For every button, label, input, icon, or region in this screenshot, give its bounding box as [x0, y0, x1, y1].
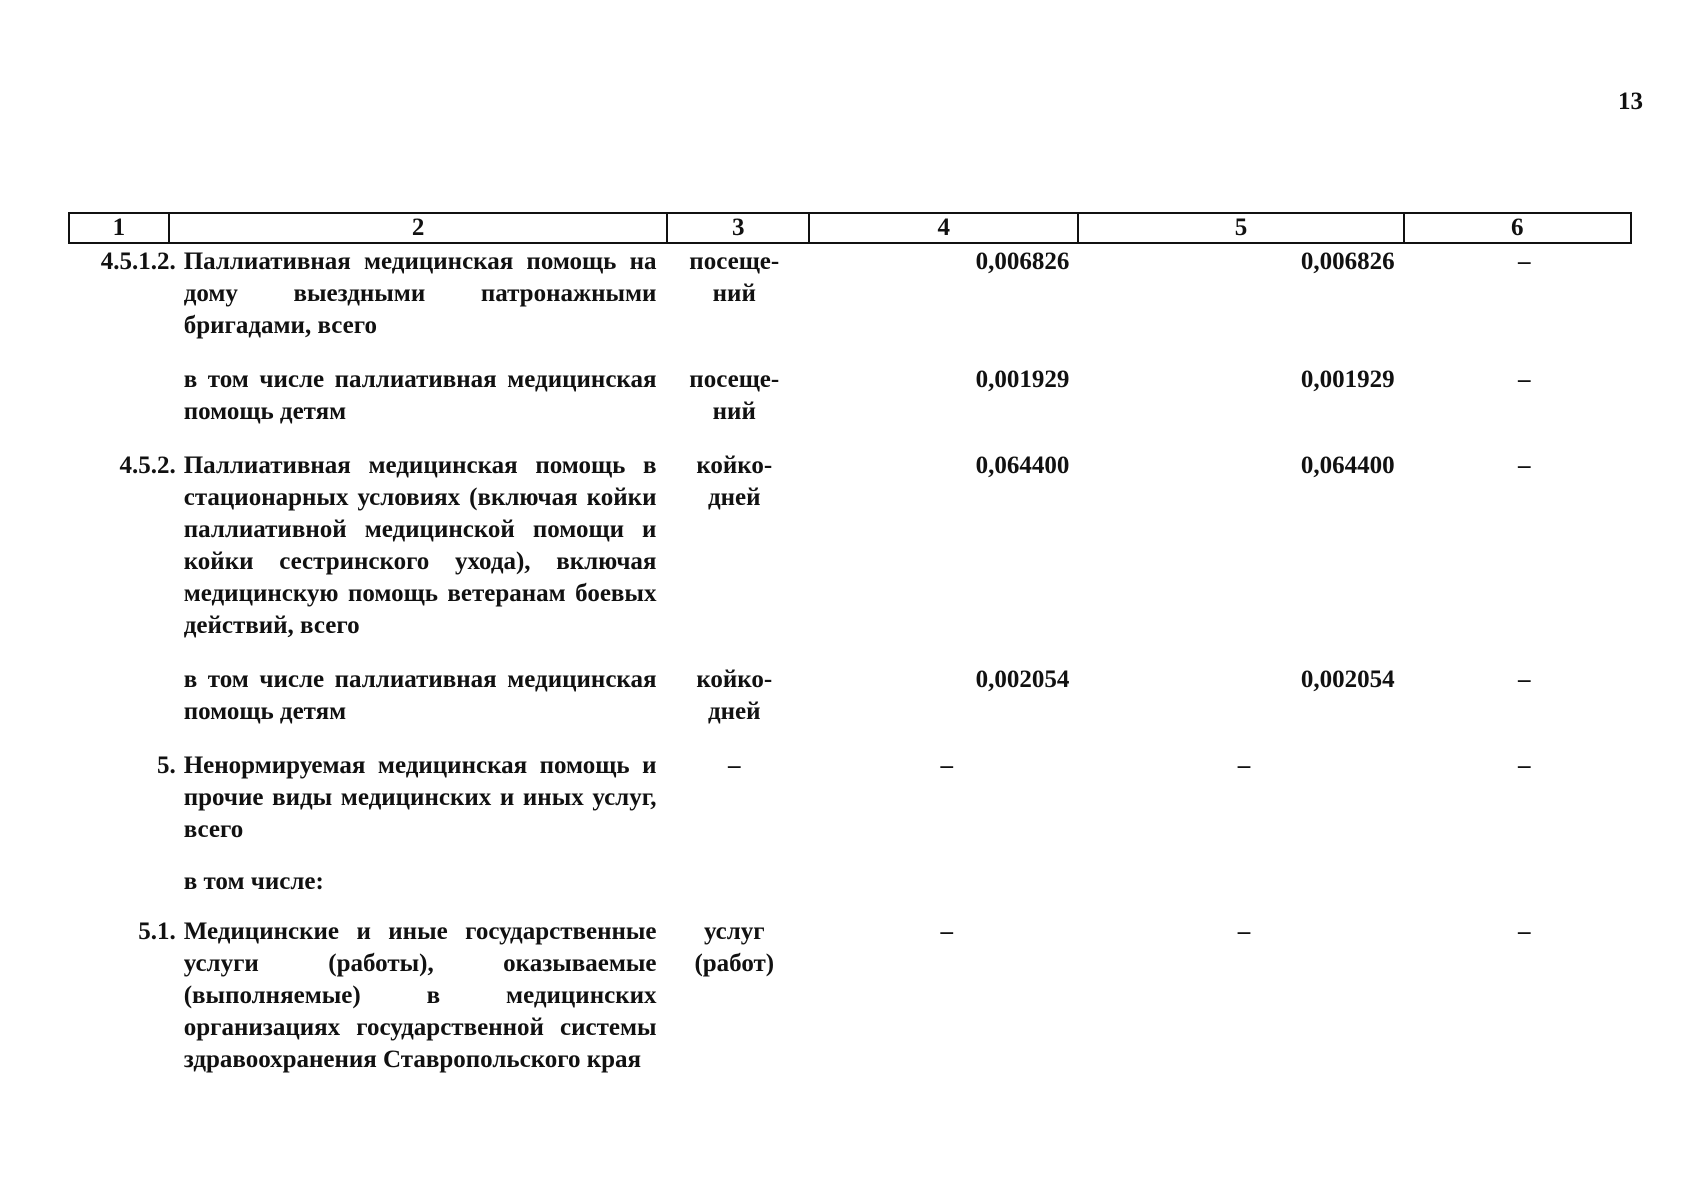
row-number: 5. — [156, 752, 176, 779]
row-value-4: 0,001929 — [975, 366, 1070, 393]
row-value-4: 0,006826 — [975, 248, 1070, 275]
row-unit — [656, 866, 812, 898]
table-row — [68, 866, 1632, 898]
row-name: в том числе паллиативная медицинская помощь детям — [183, 666, 657, 725]
row-name: Паллиативная медицинская помощь в стационарных условиях (включая койки паллиативной медицинской помощи и койки сестринского ухода), включая медицинскую помощь ветеранам боевых действий, всего — [183, 452, 657, 639]
row-value-6 — [1407, 866, 1632, 898]
row-value-5 — [1081, 866, 1406, 898]
row-name: в том числе паллиативная медицинская помощь детям — [183, 366, 657, 425]
table-header — [68, 212, 1632, 244]
row-unit: койко- дней — [696, 666, 773, 725]
row-number — [68, 866, 180, 898]
row-value-6: – — [1518, 366, 1531, 393]
row-number: 4.5.2. — [119, 452, 176, 479]
row-value-4 — [812, 866, 1081, 898]
header-col-1: 1 — [70, 214, 170, 242]
table-row — [68, 916, 1632, 1076]
row-name: Медицинские и иные государственные услуги (работы), оказываемые (выполняемые) в медицинских организациях государственной системы здравоохранения Ставропольского края — [183, 918, 657, 1073]
row-value-5: – — [1237, 918, 1251, 945]
header-col-2: 2 — [170, 214, 669, 242]
row-name: в том числе: — [183, 868, 324, 895]
row-value-5: 0,006826 — [1300, 248, 1395, 275]
table-row — [68, 750, 1632, 846]
row-value-5: 0,002054 — [1300, 666, 1395, 693]
row-unit: койко- дней — [696, 452, 773, 511]
table-body — [68, 246, 1632, 1076]
row-value-4: – — [940, 918, 953, 945]
row-value-5: 0,064400 — [1300, 452, 1395, 479]
row-value-6: – — [1518, 666, 1531, 693]
header-col-6: 6 — [1511, 214, 1524, 241]
header-col-5: 5 — [1079, 214, 1404, 242]
row-value-6: – — [1518, 752, 1531, 779]
row-unit: посеще- ний — [689, 366, 780, 425]
table-row — [68, 450, 1632, 642]
header-col-3: 3 — [668, 214, 810, 242]
row-value-6: – — [1518, 918, 1531, 945]
row-unit: услуг (работ) — [694, 918, 775, 977]
row-number: 5.1. — [138, 918, 176, 945]
table-row — [68, 364, 1632, 428]
row-value-6: – — [1518, 452, 1531, 479]
table-row — [68, 664, 1632, 728]
row-number — [68, 664, 180, 728]
row-value-5: – — [1237, 752, 1251, 779]
row-value-4: 0,002054 — [975, 666, 1070, 693]
row-number: 4.5.1.2. — [100, 248, 176, 275]
row-value-5: 0,001929 — [1300, 366, 1395, 393]
row-value-6: – — [1518, 248, 1531, 275]
header-col-4: 4 — [810, 214, 1079, 242]
row-number — [68, 364, 180, 428]
row-name: Паллиативная медицинская помощь на дому выездными патронажными бригадами, всего — [183, 248, 657, 339]
row-unit: посеще- ний — [689, 248, 780, 307]
page-number: 13 — [1618, 88, 1643, 115]
row-unit: – — [728, 752, 741, 779]
row-value-4: 0,064400 — [975, 452, 1070, 479]
row-value-4: – — [940, 752, 953, 779]
table-row — [68, 246, 1632, 342]
row-name: Ненормируемая медицинская помощь и прочие виды медицинских и иных услуг, всего — [183, 752, 657, 843]
